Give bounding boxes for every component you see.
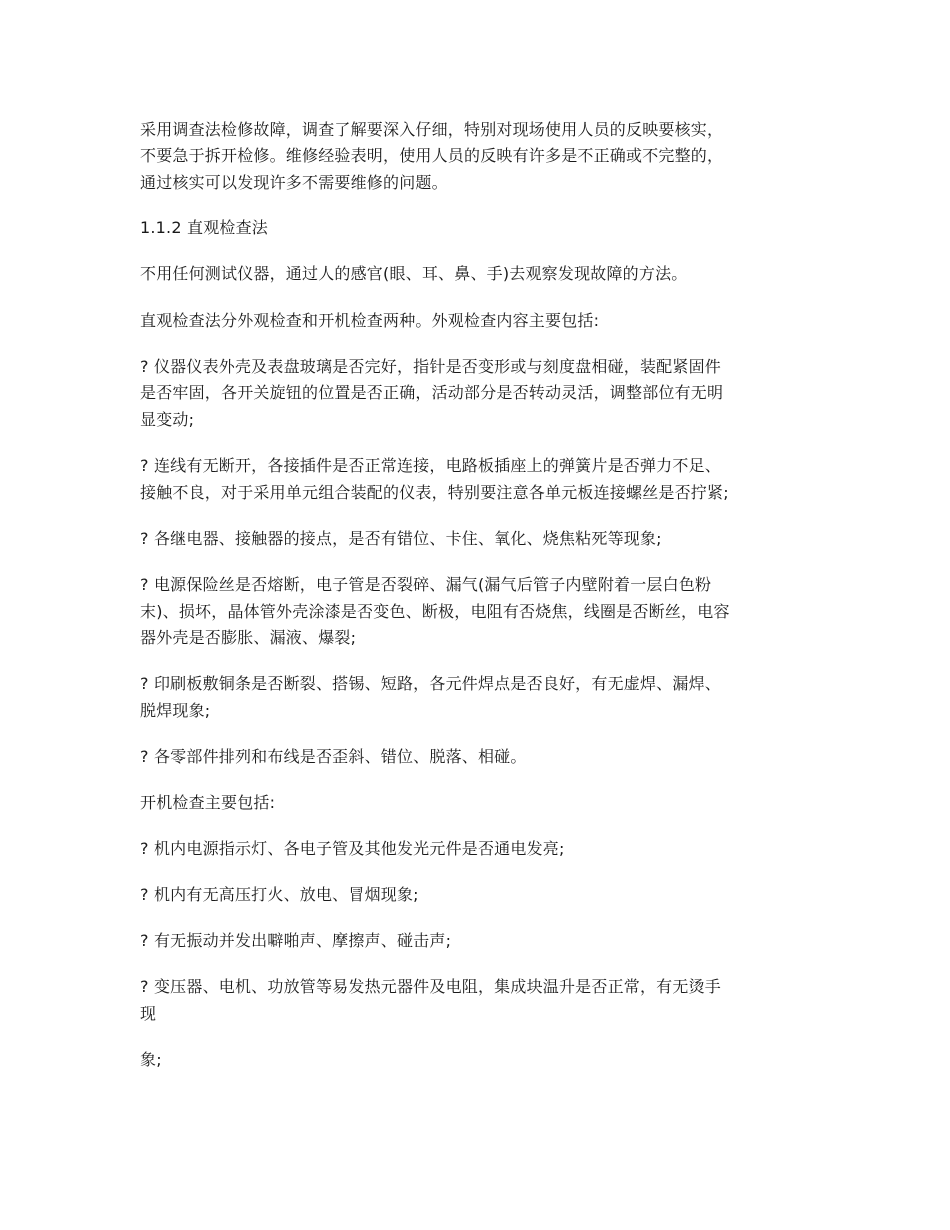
list-item-line: 脱焊现象; xyxy=(140,701,211,720)
list-item-line: ? 机内电源指示灯、各电子管及其他发光元件是否通电发亮; xyxy=(140,839,565,858)
list-item-line: ? 连线有无断开，各接插件是否正常连接，电路板插座上的弹簧片是否弹力不足、 xyxy=(140,456,721,475)
list-item-line: 是否牢固，各开关旋钮的位置是否正确，活动部分是否转动灵活，调整部位有无明 xyxy=(140,383,724,402)
list-item-line: ? 电源保险丝是否熔断，电子管是否裂碎、漏气(漏气后管子内壁附着一层白色粉 xyxy=(140,575,712,594)
list-item-line: 器外壳是否膨胀、漏液、爆裂; xyxy=(140,628,357,647)
list-item-line: ? 各继电器、接触器的接点，是否有错位、卡住、氧化、烧焦粘死等现象; xyxy=(140,529,662,548)
list-item-line: ? 机内有无高压打火、放电、冒烟现象; xyxy=(140,885,419,904)
section-heading: 1.1.2 直观检查法 xyxy=(140,218,268,237)
list-item-line: ? 各零部件排列和布线是否歪斜、错位、脱落、相碰。 xyxy=(140,747,527,766)
list-item-line: ? 变压器、电机、功放管等易发热元器件及电阻，集成块温升是否正常，有无烫手 xyxy=(140,977,721,996)
paragraph-line: 采用调查法检修故障，调查了解要深入仔细，特别对现场使用人员的反映要核实， xyxy=(140,120,724,139)
list-item-line: ? 印刷板敷铜条是否断裂、搭锡、短路，各元件焊点是否良好，有无虚焊、漏焊、 xyxy=(140,674,721,693)
paragraph-line: 开机检查主要包括: xyxy=(140,793,276,812)
paragraph-line: 直观检查法分外观检查和开机检查两种。外观检查内容主要包括: xyxy=(140,311,600,330)
list-item-line: 接触不良，对于采用单元组合装配的仪表，特别要注意各单元板连接螺丝是否拧紧; xyxy=(140,483,729,502)
list-item-line: 显变动; xyxy=(140,410,195,429)
paragraph-fragment: 象; xyxy=(140,1050,162,1069)
list-item-line: ? 仪器仪表外壳及表盘玻璃是否完好，指针是否变形或与刻度盘相碰，装配紧固件 xyxy=(140,357,721,376)
paragraph-line: 通过核实可以发现许多不需要维修的问题。 xyxy=(140,173,448,192)
list-item-line: 末)、损坏，晶体管外壳涂漆是否变色、断极，电阻有否烧焦，线圈是否断丝，电容 xyxy=(140,602,730,621)
paragraph-line: 不要急于拆开检修。维修经验表明，使用人员的反映有许多是不正确或不完整的， xyxy=(140,146,724,165)
paragraph-line: 不用任何测试仪器，通过人的感官(眼、耳、鼻、手)去观察发现故障的方法。 xyxy=(140,264,688,283)
list-item-line: ? 有无振动并发出噼啪声、摩擦声、碰击声; xyxy=(140,931,452,950)
list-item-line: 现 xyxy=(140,1004,157,1023)
